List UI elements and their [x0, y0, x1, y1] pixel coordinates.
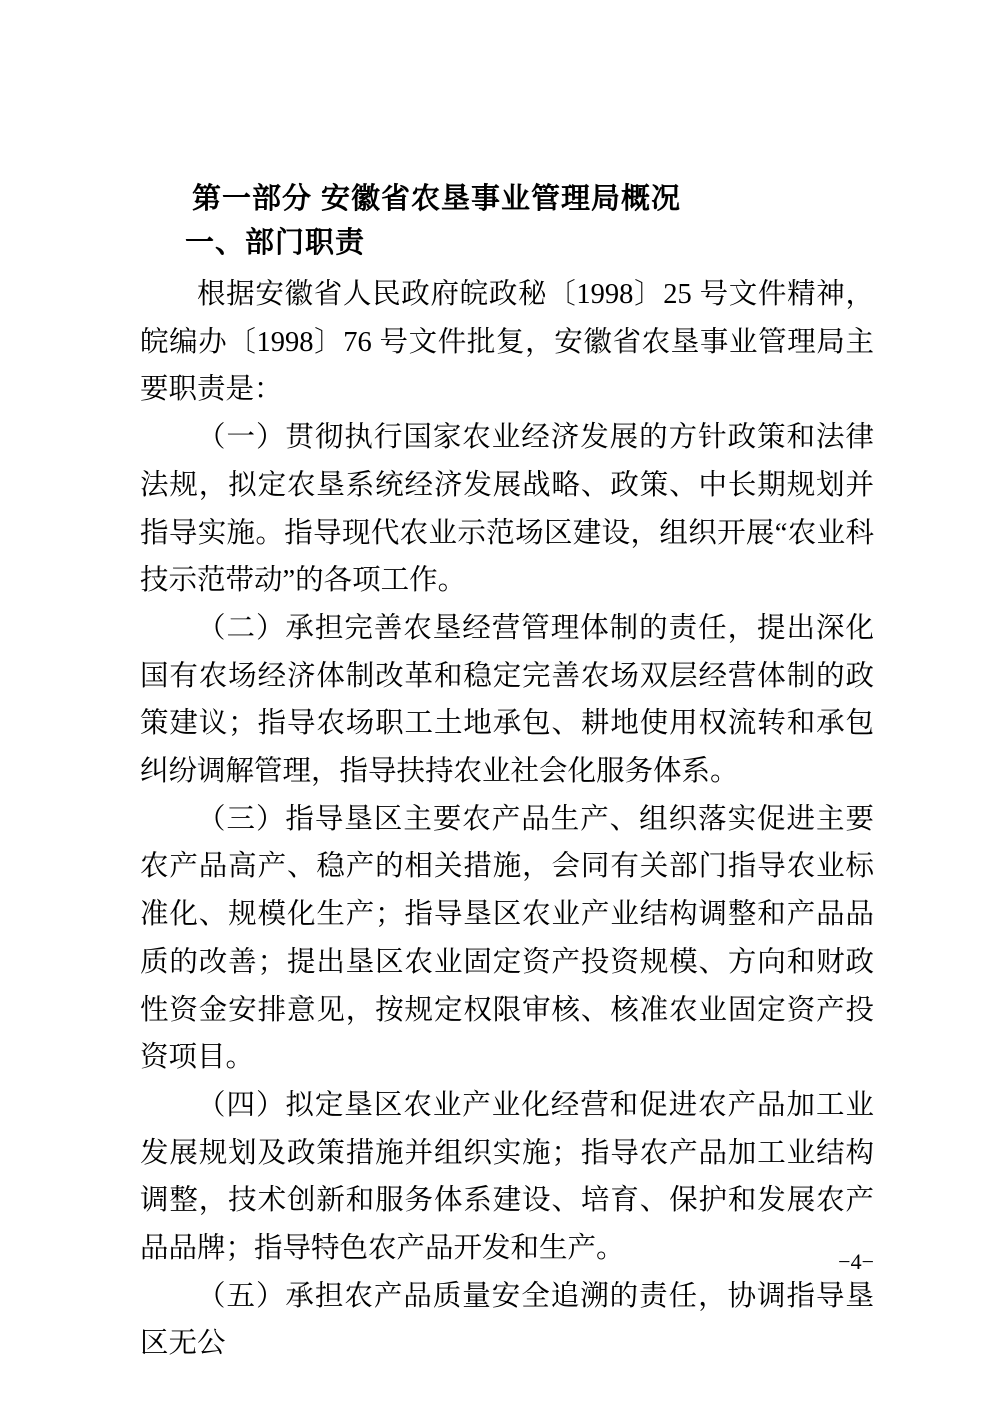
document-title: 第一部分 安徽省农垦事业管理局概况 [192, 183, 682, 215]
section-heading: 一、部门职责 [185, 227, 366, 259]
paragraph-duty-1: （一）贯彻执行国家农业经济发展的方针政策和法律法规，拟定农垦系统经济发展战略、政策、中长期规划并指导实施。指导现代农业示范场区建设，组织开展“农业科技示范带动”的各项工作。 [140, 422, 874, 597]
paragraph-duty-2: （二）承担完善农垦经营管理体制的责任，提出深化国有农场经济体制改革和稳定完善农场双层经营体制的政策建议；指导农场职工土地承包、耕地使用权流转和承包纠纷调解管理，指导扶持农业社会化服务体系。 [140, 612, 874, 788]
document-content [140, 177, 874, 1368]
paragraph-duty-5-truncated: （五）承担农产品质量安全追溯的责任，协调指导垦区无公 [140, 1280, 874, 1360]
paragraph-duty-4: （四）拟定垦区农业产业化经营和促进农产品加工业发展规划及政策措施并组织实施；指导农产品加工业结构调整，技术创新和服务体系建设、培育、保护和发展农产品品牌；指导特色农产品开发和生产。 [140, 1089, 874, 1265]
paragraph-duty-3: （三）指导垦区主要农产品生产、组织落实促进主要农产品高产、稳产的相关措施，会同有关部门指导农业标准化、规模化生产；指导垦区农业产业结构调整和产品品质的改善；提出垦区农业固定资产投资规模、方向和财政性资金安排意见，按规定权限审核、核准农业固定资产投资项目。 [140, 803, 874, 1074]
paragraph-intro: 根据安徽省人民政府皖政秘〔1998〕25 号文件精神，皖编办〔1998〕76 号文件批复，安徽省农垦事业管理局主要职责是： [140, 279, 874, 406]
page-number: −4− [838, 1249, 874, 1274]
